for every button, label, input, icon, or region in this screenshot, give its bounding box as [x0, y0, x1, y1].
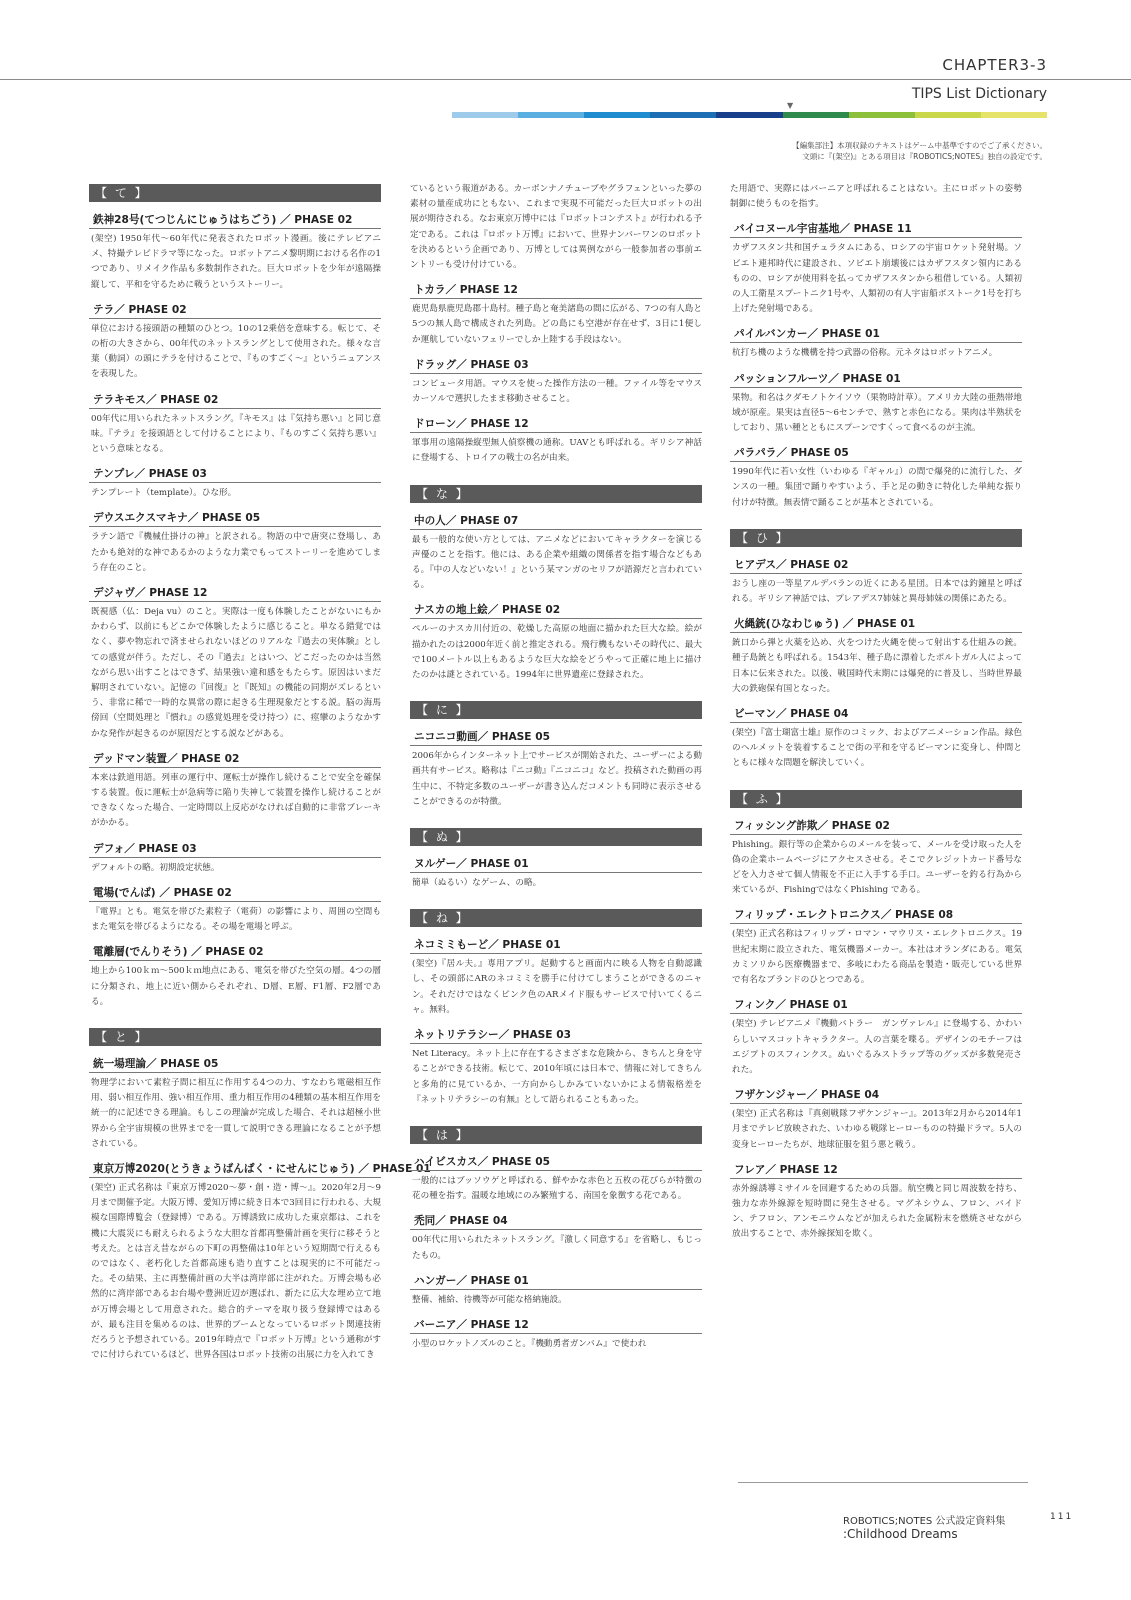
entry — [410, 357, 702, 407]
entry — [730, 557, 1022, 607]
entry-body: デフォルトの略。初期設定状態。 — [91, 862, 220, 873]
entry — [410, 1273, 702, 1308]
entry-body: (架空)『富士瑚富士雄』原作のコミック、およびアニメーション作品。緑色のヘルメットを装着することで街の平和を守るビーマンに変身し、仲間とともに様々な問題を解決していく。 — [732, 728, 1022, 769]
entry — [730, 997, 1022, 1078]
entry — [89, 510, 381, 576]
entry-title: バーニア／ PHASE 12 — [410, 1317, 702, 1334]
entry-title: バイコヌール宇宙基地／ PHASE 11 — [730, 221, 1022, 238]
column-2 — [410, 182, 702, 1361]
entry — [89, 1056, 381, 1152]
marker-triangle-icon: ▼ — [787, 101, 794, 110]
entry-body: ペルーのナスカ川付近の、乾燥した高原の地面に描かれた巨大な絵。絵が描かれたのは2000年近く前と推定される。飛行機もないその時代に、最大で100メートル以上もあるような巨大な絵をどうやって正確に地上に描けたのかは謎とされている。1994年に世界遺産に登録された。 — [412, 624, 702, 681]
column-3 — [730, 182, 1022, 1252]
entry-title: フザケンジャー／ PHASE 04 — [730, 1087, 1022, 1104]
entry-title: ネコミミもーど／ PHASE 01 — [410, 937, 702, 954]
entry — [730, 616, 1022, 697]
note-line: 文頭に『(架空)』とある項目は『ROBOTICS;NOTES』独自の設定です。 — [802, 152, 1047, 161]
entry-body: ラテン語で『機械仕掛けの神』と訳される。物語の中で唐突に登場し、あたかも絶対的な神であるかのような力業でもってストーリーを進めてしまう存在のこと。 — [91, 532, 381, 573]
chapter-label: CHAPTER3-3 — [942, 56, 1047, 74]
color-bar-segment — [452, 112, 518, 118]
entry-title: ハンガー／ PHASE 01 — [410, 1273, 702, 1290]
entry — [89, 751, 381, 832]
column-1 — [89, 182, 431, 1372]
entry-body: (架空)『居ル夫。』専用アプリ。起動すると画面内に映る人物を自動認識し、その頭部にARのネコミミを勝手に付けてしまうことができるのニャン。それだけではなくピンク色のARメイド服もサービスで付いてくるニャ。無料。 — [412, 959, 702, 1015]
entry-body: 地上から100ｋｍ～500ｋｍ地点にある、電気を帯びた空気の層。4つの層に分類され、地上に近い側からそれぞれ、D層、E層、F1層、F2層である。 — [91, 966, 381, 1007]
color-bar-segment — [915, 112, 981, 118]
entry-title: ドラッグ／ PHASE 03 — [410, 357, 702, 374]
entry-body: 銃口から弾と火薬を込め、火をつけた火縄を使って射出する仕組みの銃。種子島銃とも呼ばれる。1543年、種子島に漂着したポルトガル人によって日本に伝来された。以後、戦国時代末期には爆発的に普及し、当時世界最大の鉄砲保有国となった。 — [732, 638, 1022, 694]
entry — [89, 392, 381, 458]
color-bar — [452, 112, 1047, 118]
entry-body: (架空) 1950年代～60年代に発表されたロボット漫画。後にテレビアニメ、特撮テレビドラマ等になった。ロボットアニメ黎明期における名作の1つであり、リメイク作品も多数制作された。巨大ロボットを少年が遠隔操縦して、平和を守るために戦うというストーリー。 — [91, 234, 381, 290]
entry-body: 整備、補給、待機等が可能な格納施設。 — [412, 1294, 567, 1305]
entry-title: デッドマン装置／ PHASE 02 — [89, 751, 381, 768]
section-header-fu: 【 ふ 】 — [730, 790, 1022, 808]
entry-title: パッションフルーツ／ PHASE 01 — [730, 371, 1022, 388]
entry — [410, 602, 702, 683]
entry — [730, 221, 1022, 317]
entry-body: おうし座の一等星アルデバランの近くにある星団。日本では釣鐘星と呼ばれる。ギリシア神話では、プレアデス7姉妹と異母姉妹の関係にあたる。 — [732, 578, 1022, 605]
entry-title: パイルバンカー／ PHASE 01 — [730, 326, 1022, 343]
entry-body: 00年代に用いられたネットスラング。『キモス』は『気持ち悪い』と同じ意味。『テラ』を接頭語として付けることにより、『ものすごく気持ち悪い』という意味となる。 — [91, 413, 381, 455]
entry-body: コンピュータ用語。マウスを使った操作方法の一種。ファイル等をマウスカーソルで選択したまま移動させること。 — [412, 378, 702, 405]
entry-title: パラパラ／ PHASE 05 — [730, 445, 1022, 462]
entry-title: フレア／ PHASE 12 — [730, 1162, 1022, 1179]
entry-body: Phishing。銀行等の企業からのメールを装って、メールを受け取った人を偽の企業ホームページにアクセスさせる。そこでクレジットカード番号などを入力させて個人情報を不正に入手する手口。ユーザーを釣る行為から来ているが、FishingではなくPhishing である。 — [732, 839, 1022, 896]
continued-text: た用語で、実際にはバーニアと呼ばれることはない。主にロボットの姿勢制御に使うものを指す。 — [730, 184, 1022, 210]
entry-title: ニコニコ動画／ PHASE 05 — [410, 729, 702, 746]
entry-body: (架空) 正式名称はフィリップ・ロマン・マウリス・エレクトロニクス。19世紀末期に設立された、電気機器メーカー。本社はオランダにある。電気カミソリから医療機器まで、多岐にわたる商品を製造・販売している世界で有名なブランドのひとつである。 — [732, 929, 1022, 986]
entry — [89, 212, 381, 293]
entry — [730, 326, 1022, 361]
entry-title: 禿同／ PHASE 04 — [410, 1213, 702, 1230]
entry-body: 『電界』とも。電気を帯びた素粒子（電荷）の影響により、周囲の空間もまた電気を帯びるようになる。その場を電場と呼ぶ。 — [91, 906, 381, 933]
entry — [730, 818, 1022, 899]
entry-body: カザフスタン共和国チュラタムにある、ロシアの宇宙ロケット発射場。ソビエト連邦時代に建設され、ソビエト崩壊後にはカザフスタン領内にあるものの、ロシアが使用料を払ってカザフスタンから租借している。人類初の人工衛星スプートニク1号や、人類初の有人宇宙船ボストーク1号を打ち上げた発射場である。 — [732, 243, 1022, 315]
entry — [730, 445, 1022, 511]
entry-title: テラ／ PHASE 02 — [89, 302, 381, 319]
entry-body: 単位における接頭語の種類のひとつ。10の12乗倍を意味する。転じて、その桁の大きさから、00年代のネットスラングとして使用された。様々な言葉（動詞）の頭にテラを付けることで、『ものすごく～』というニュアンスを表現した。 — [91, 323, 381, 380]
entry-body: (架空) 正式名称は『真剣戦隊フザケンジャー』。2013年2月から2014年1月までテレビ放映された、いわゆる戦隊ヒーローものの特撮ドラマ。5人の変身ヒーローたちが、地球征服を狙う悪と戦う。 — [732, 1109, 1022, 1150]
color-bar-segment — [584, 112, 650, 118]
entry — [89, 466, 381, 501]
section-header-hi: 【 ひ 】 — [730, 529, 1022, 547]
entry-body: 既視感（仏：Deja vu）のこと。実際は一度も体験したことがないにもかかわらず、以前にもどこかで体験したように感じること。単なる錯覚ではなく、夢や物忘れで済ませられないほどのリアルな『過去の実体験』としての感覚が伴う。ただし、その『過去』とはいつ、どこだったのかは当然ながら思い出すことはできず、結果強い違和感をもたらす。原因はいまだ解明されていない。記憶の『回復』と『既知』の機能の同期がズレるという、非常に稀で一時的な異常の際に起きる生理現象だとする説。脳の海馬傍回（空間処理と『慣れ』の感覚処理を受け持つ）に、痙攣のようなかすかな発作が起きるのが原因だとする説などがある。 — [91, 607, 381, 739]
entry-title: ヌルゲー／ PHASE 01 — [410, 856, 702, 873]
editorial-note — [667, 140, 1047, 162]
entry-body: 00年代に用いられたネットスラング。『激しく同意する』を省略し、もじったもの。 — [412, 1235, 702, 1261]
header-rule — [0, 79, 1131, 80]
continued-text: ているという報道がある。カーボンナノチューブやグラフェンといった夢の素材の量産成功にともない、これまで実現不可能だった巨大ロボットの出展が期待される。なお東京万博中には『ロボットコンテスト』が行われる予定である。これは『ロボット万博』において、世界ナンバーワンのロボットを決めるという企画であり、万博としては異例ながら一般参加者の事前エントリーも受け付けている。 — [410, 184, 702, 271]
note-line: 【編集部注】本項収録のテキストはゲーム中基準ですのでご了承ください。 — [792, 141, 1047, 150]
entry — [410, 1213, 702, 1263]
section-header-na: 【 な 】 — [410, 485, 702, 503]
entry-title: 東京万博2020(とうきょうばんぱく・にせんにじゅう) ／ PHASE 01 — [89, 1161, 381, 1178]
section-header-to: 【 と 】 — [89, 1028, 381, 1046]
color-bar-segment — [716, 112, 782, 118]
book-title: ROBOTICS;NOTES 公式設定資料集 — [843, 1516, 1006, 1527]
entry-body: 赤外線誘導ミサイルを回避するための兵器。航空機と同じ周波数を持ち、強力な赤外線源を短時間に発生させる。マグネシウム、フロン、バイドン、テフロン、アンモニウムなどが加えられた金属粉末を燃焼させながら放出することで、赤外線探知を欺く。 — [732, 1183, 1022, 1240]
color-bar-segment — [518, 112, 584, 118]
entry-title: 統一場理論／ PHASE 05 — [89, 1056, 381, 1073]
entry — [89, 302, 381, 383]
section-header-ne: 【 ね 】 — [410, 909, 702, 927]
entry-title: デフォ／ PHASE 03 — [89, 841, 381, 858]
entry — [410, 282, 702, 348]
entry-title: ドローン／ PHASE 12 — [410, 416, 702, 433]
entry-body: (架空) テレビアニメ『機動バトラー ガンヴァレル』に登場する、かわいらしいマスコットキャラクター。人の言葉を喋る。デザインのモチーフはエジプトのスフィンクス。ぬいぐるみストラップ等のグッズが多数発売された。 — [732, 1019, 1022, 1075]
entry-body: テンプレート（template）。ひな形。 — [91, 488, 237, 499]
footer-rule — [738, 1482, 1028, 1483]
entry-title: 火縄銃(ひなわじゅう) ／ PHASE 01 — [730, 616, 1022, 633]
entry — [730, 371, 1022, 437]
entry-body: 一般的にはブッソウゲと呼ばれる、鮮やかな赤色と五枚の花びらが特徴の花の種を指す。温暖な地域にのみ繁殖する、南国を象徴する花である。 — [412, 1175, 702, 1202]
entry-title: ネットリテラシー／ PHASE 03 — [410, 1027, 702, 1044]
entry-title: デジャヴ／ PHASE 12 — [89, 585, 381, 602]
entry — [410, 729, 702, 810]
entry-title: 鉄神28号(てつじんにじゅうはちごう) ／ PHASE 02 — [89, 212, 381, 229]
section-subtitle: TIPS List Dictionary — [911, 86, 1047, 102]
entry-title: フィンク／ PHASE 01 — [730, 997, 1022, 1014]
entry-title: 電場(でんば) ／ PHASE 02 — [89, 885, 381, 902]
entry-title: ヒアデス／ PHASE 02 — [730, 557, 1022, 574]
entry — [410, 1317, 702, 1352]
entry — [89, 885, 381, 935]
entry — [730, 1087, 1022, 1153]
entry-body: 簡単（ぬるい）なゲーム、の略。 — [412, 878, 542, 889]
book-subtitle: :Childhood Dreams — [843, 1527, 958, 1541]
section-header-ha: 【 は 】 — [410, 1126, 702, 1144]
entry-body: 最も一般的な使い方としては、アニメなどにおいてキャラクターを演じる声優のことを指す。他には、ある企業や組織の関係者を指す場合などもある。『中の人などいない！』という某マンガのセリフが語源だと言われている。 — [412, 534, 702, 591]
entry — [410, 416, 702, 466]
page-number: 111 — [1050, 1512, 1074, 1522]
entry-title: フィッシング詐欺／ PHASE 02 — [730, 818, 1022, 835]
entry-body: 鹿児島県鹿児島郡十島村。種子島と奄美諸島の間に広がる、7つの有人島と5つの無人島で構成された列島。どの島にも空港が存在せず、3日に1便しか運航していないフェリーでしか上陸する手段はない。 — [412, 304, 702, 345]
entry-body: 1990年代に若い女性（いわゆる『ギャル』）の間で爆発的に流行した、ダンスの一種。集団で踊りやすいよう、手と足の動きに特化した単純な振り付けが特徴。無表情で踊ることが基本とされている。 — [732, 467, 1022, 508]
entry — [410, 937, 702, 1018]
entry — [730, 907, 1022, 988]
entry-title: トカラ／ PHASE 12 — [410, 282, 702, 299]
entry — [410, 856, 702, 891]
entry-title: テンプレ／ PHASE 03 — [89, 466, 381, 483]
entry — [730, 1162, 1022, 1243]
entry — [730, 706, 1022, 772]
color-bar-segment — [783, 112, 849, 118]
entry-title: フィリップ・エレクトロニクス／ PHASE 08 — [730, 907, 1022, 924]
entry-title: テラキモス／ PHASE 02 — [89, 392, 381, 409]
entry-body: 小型のロケットノズルのこと。『機動勇者ガンバム』で使われ — [412, 1338, 647, 1349]
entry-title: ハイビスカス／ PHASE 05 — [410, 1154, 702, 1171]
entry — [410, 513, 702, 594]
entry — [89, 1161, 431, 1363]
entry-body: 軍事用の遠隔操縦型無人偵察機の通称。UAVとも呼ばれる。ギリシア神話に登場する、トロイアの戦士の名が由来。 — [412, 438, 702, 464]
entry-title: デウスエクスマキナ／ PHASE 05 — [89, 510, 381, 527]
entry — [89, 841, 381, 876]
entry — [410, 1027, 702, 1108]
entry-title: ビーマン／ PHASE 04 — [730, 706, 1022, 723]
color-bar-segment — [650, 112, 716, 118]
entry-body: 杭打ち機のような機構を持つ武器の俗称。元ネタはロボットアニメ。 — [732, 348, 998, 359]
entry-body: 物理学において素粒子間に相互に作用する4つの力、すなわち電磁相互作用、弱い相互作用、強い相互作用、重力相互作用の4種類の基本相互作用を統一的に記述できる理論。もしこの理論が完成した場合、それは超極小世界から全宇宙規模の世界までを一貫して説明できる理論になることが予想されている。 — [91, 1077, 381, 1149]
entry-body: Net Literacy。ネット上に存在するさまざまな危険から、きちんと身を守ることができる技術。転じて、2010年頃には日本で、情報に対してきちんと多角的に見ているか、一方向からしかみていないかによる情報格差を『ネットリテラシーの有無』として語られることもあった。 — [412, 1049, 702, 1105]
entry-body: 果物。和名はクダモノトケイソウ（果物時計草）。アメリカ大陸の亜熱帯地域が原産。果実は直径5～6センチで、熟すと赤色になる。果肉は半熟状をしており、黒い種とともにスプーンですくって食べるのが主流。 — [732, 392, 1022, 434]
entry-body: 2006年からインターネット上でサービスが開始された、ユーザーによる動画共有サービス。略称は『ニコ動』『ニコニコ』など。投稿された動画の再生中に、不特定多数のユーザーが書き込んだコメントも同時に表示させることができるのが特徴。 — [412, 751, 702, 807]
entry-title: ナスカの地上絵／ PHASE 02 — [410, 602, 702, 619]
entry — [89, 944, 381, 1010]
entry-title: 電離層(でんりそう) ／ PHASE 02 — [89, 944, 381, 961]
entry-body: 本来は鉄道用語。列車の運行中、運転士が操作し続けることで安全を確保する装置。仮に運転士が急病等に陥り失神して装置を操作し続けることができなくなった場合、一定時間以上反応がなければ自動的に非常ブレーキがかかる。 — [91, 772, 381, 829]
entry — [89, 585, 381, 742]
entry-title: 中の人／ PHASE 07 — [410, 513, 702, 530]
entry-body: (架空) 正式名称は『東京万博2020～夢・創・造・博～』。2020年2月～9月まで開催予定。大阪万博、愛知万博に続き日本で3回目に行われる、大規模な国際博覧会（登録博）である。万博誘致に成功した東京都は、これを機に大震災にも耐えられるような大胆な首都再整備計画を実行に移そうと考えた。とは言え昔ながらの下町の再整備は10年という短期間で行えるものではなく、老朽化した首都高速も造り直すことは現実的に不可能だった。その結果、主に再整備計画の大半は湾岸部に注がれた。万博会場も必然的に湾岸部であるお台場や豊洲近辺が選ばれ、新たに広大な埋め立て地が万博会場として用意された。総合的テーマを取り扱う登録博ではあるが、最も注目を集めるのは、世界的ブームとなっているロボット関連技術だろうと予想されている。2019年時点で『ロボット万博』という通称がすでに付けられているほど、世界各国はロボット技術の出展に力を入れてき — [91, 1182, 381, 1361]
entry — [410, 1154, 702, 1204]
section-header-nu: 【 ぬ 】 — [410, 828, 702, 846]
section-header-ni: 【 に 】 — [410, 701, 702, 719]
color-bar-segment — [849, 112, 915, 118]
color-bar-segment — [981, 112, 1047, 118]
section-header-te: 【 て 】 — [89, 184, 381, 202]
